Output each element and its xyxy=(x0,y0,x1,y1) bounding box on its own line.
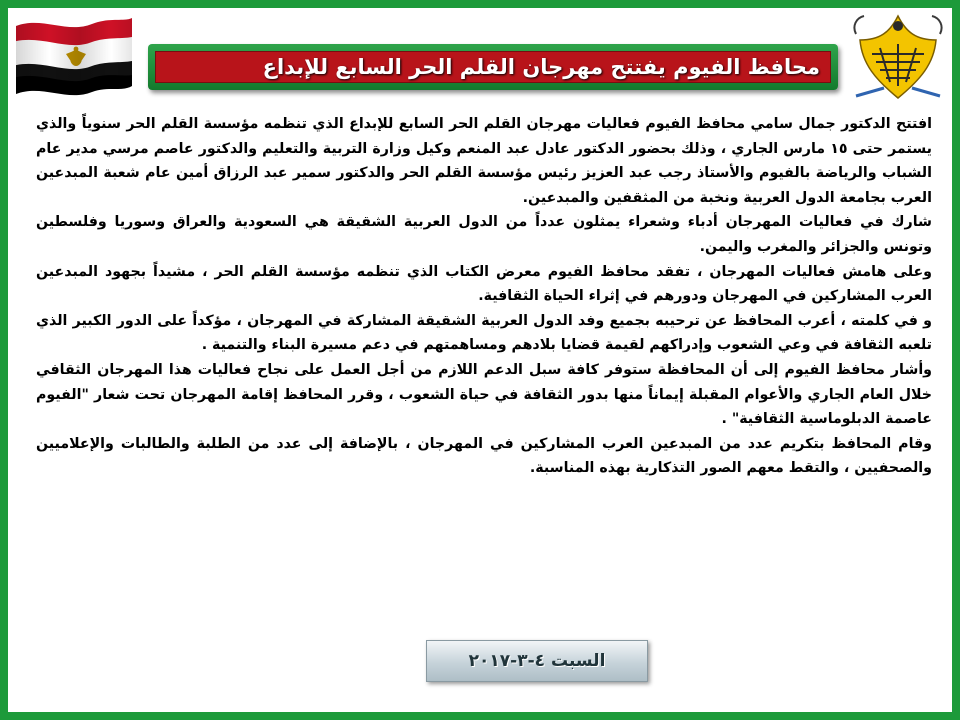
date-badge xyxy=(426,640,648,682)
title-banner xyxy=(148,44,838,90)
date-text: السبت ٤-٣-٢٠١٧ xyxy=(468,651,606,671)
page-title: محافظ الفيوم يفتتح مهرجان القلم الحر السابع للإبداع xyxy=(262,55,820,79)
title-panel xyxy=(155,51,831,83)
slide-frame xyxy=(8,8,952,712)
article-paragraph: وقام المحافظ بتكريم عدد من المبدعين العرب المشاركين في المهرجان ، بالإضافة إلى عدد من الطلبة والطالبات والإعلاميين والصحفيين ، والتقط معهم الصور التذكارية بهذه المناسبة. xyxy=(36,435,932,477)
article-paragraph: وأشار محافظ الفيوم إلى أن المحافظة ستوفر كافة سبل الدعم اللازم من أجل العمل على نجاح فعاليات هذا المهرجان الثقافي خلال العام الجاري والأعوام المقبلة إيماناً منها بدور الثقافة في حياة الشعوب ، وقرر المحافظ إقامة المهرجان تحت شعار "الفيوم عاصمة الدبلوماسية الثقافية" . xyxy=(36,361,932,428)
festival-logo-icon xyxy=(850,10,946,102)
article-paragraph: شارك في فعاليات المهرجان أدباء وشعراء يمثلون عدداً من الدول العربية الشقيقة هي السعودية والعراق وسوريا وفلسطين وتونس والجزائر والمغرب واليمن. xyxy=(36,214,932,255)
article-body xyxy=(36,112,932,481)
article-paragraph: افتتح الدكتور جمال سامي محافظ الفيوم فعاليات مهرجان القلم الحر السابع للإبداع الذي تنظمه مؤسسة القلم الحر سنوياً والذي يستمر حتى ١٥ مارس الجاري ، وذلك بحضور الدكتور عادل عبد المنعم وكيل وزارة التربية والتعليم والدكتور عاصم مرسي مدير عام الشباب والرياضة بالفيوم والأستاذ رجب عبد العزيز رئيس مؤسسة القلم الحر والدكتور سمير عبد الرزاق أمين عام شعبة المبدعين العرب بجامعة الدول العربية ونخبة من المثقفين والمبدعين. xyxy=(36,116,932,206)
article-paragraph: و في كلمته ، أعرب المحافظ عن ترحيبه بجميع وفد الدول العربية الشقيقة المشاركة في المهرجان ، مؤكداً على الدور الكبير الذي تلعبه الثقافة في وعي الشعوب وإدراكهم لقيمة قضايا بلادهم ومساهمتهم في دعم مسيرة البناء والتنمية . xyxy=(36,312,932,354)
article-paragraph: وعلى هامش فعاليات المهرجان ، تفقد محافظ الفيوم معرض الكتاب الذي تنظمه مؤسسة القلم الحر ، مشيداً بجهود المبدعين العرب المشاركين في المهرجان ودورهم في إثراء الحياة الثقافية. xyxy=(36,263,932,305)
header xyxy=(8,8,952,106)
egypt-flag-icon xyxy=(12,12,136,100)
